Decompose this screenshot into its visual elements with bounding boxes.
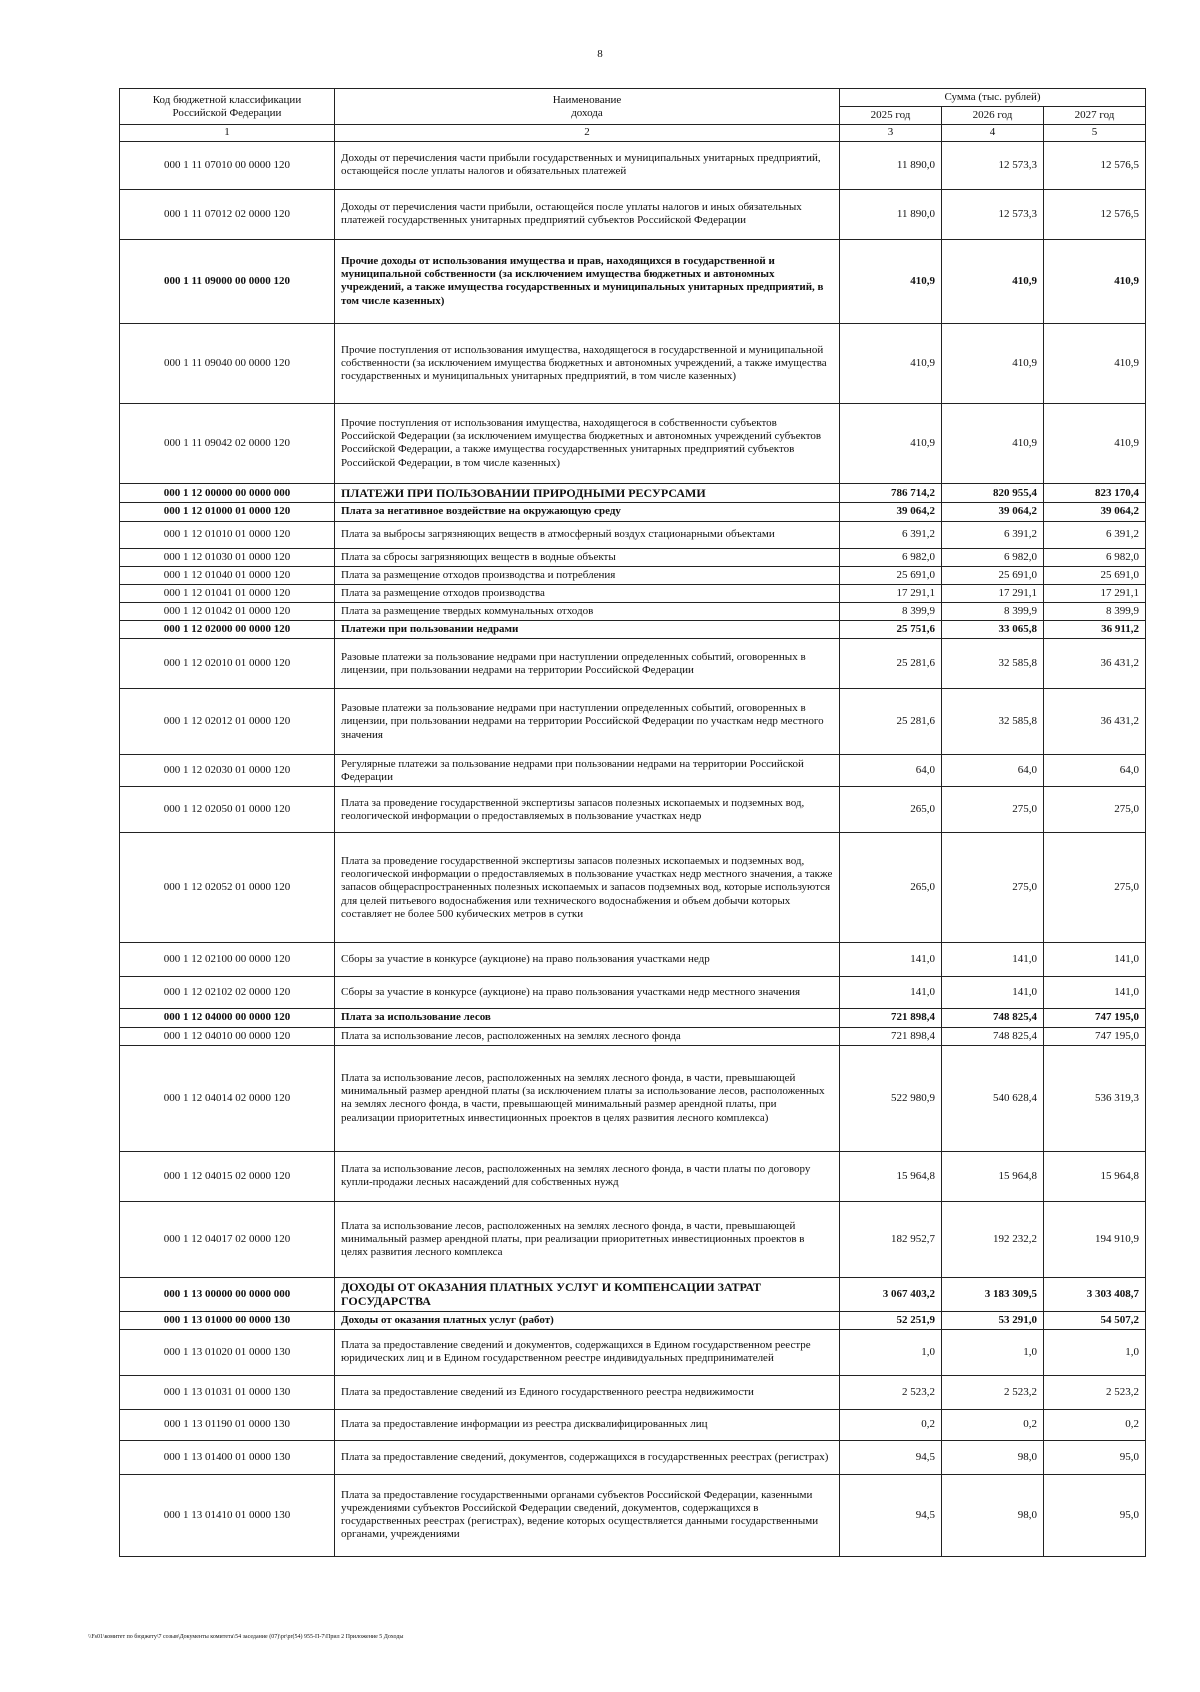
row-value-2026: 2 523,2 — [942, 1375, 1044, 1409]
row-value-2025: 410,9 — [840, 239, 942, 323]
row-value-2026: 1,0 — [942, 1329, 1044, 1375]
row-value-2025: 94,5 — [840, 1440, 942, 1474]
row-value-2025: 8 399,9 — [840, 603, 942, 621]
row-value-2027: 536 319,3 — [1044, 1045, 1146, 1151]
table-row — [120, 1201, 1146, 1277]
row-value-2026: 410,9 — [942, 239, 1044, 323]
row-value-2025: 141,0 — [840, 977, 942, 1009]
row-name: Плата за предоставление сведений из Единого государственного реестра недвижимости — [335, 1375, 840, 1409]
row-value-2025: 0,2 — [840, 1409, 942, 1440]
row-value-2027: 410,9 — [1044, 403, 1146, 483]
table-row — [120, 977, 1146, 1009]
table-row — [120, 566, 1146, 584]
row-value-2025: 265,0 — [840, 833, 942, 943]
row-value-2027: 410,9 — [1044, 239, 1146, 323]
row-name: Плата за предоставление сведений и документов, содержащихся в Едином государственном реестре юридических лиц и в Едином государственном реестре индивидуальных предпринимателей — [335, 1329, 840, 1375]
row-value-2025: 1,0 — [840, 1329, 942, 1375]
row-value-2026: 410,9 — [942, 323, 1044, 403]
row-value-2026: 410,9 — [942, 403, 1044, 483]
row-name: Плата за использование лесов, расположенных на землях лесного фонда — [335, 1027, 840, 1045]
row-name: Плата за использование лесов — [335, 1009, 840, 1027]
row-value-2027: 36 911,2 — [1044, 621, 1146, 639]
column-index-5: 5 — [1044, 125, 1146, 142]
table-row — [120, 1409, 1146, 1440]
table-row — [120, 1277, 1146, 1311]
row-value-2025: 3 067 403,2 — [840, 1277, 942, 1311]
row-code: 000 1 13 01400 01 0000 130 — [120, 1440, 335, 1474]
row-name: Плата за негативное воздействие на окружающую среду — [335, 503, 840, 521]
table-row — [120, 1009, 1146, 1027]
row-value-2026: 33 065,8 — [942, 621, 1044, 639]
row-name: Плата за выбросы загрязняющих веществ в атмосферный воздух стационарными объектами — [335, 521, 840, 548]
row-value-2027: 194 910,9 — [1044, 1201, 1146, 1277]
row-value-2026: 0,2 — [942, 1409, 1044, 1440]
row-code: 000 1 12 02052 01 0000 120 — [120, 833, 335, 943]
row-name: Прочие доходы от использования имущества и прав, находящихся в государственной и муниципальной собственности (за исключением имущества бюджетных и автономных учреждений, а также имущества государственных и муниципальных унитарных предприятий, в том числе казенных) — [335, 239, 840, 323]
row-value-2027: 747 195,0 — [1044, 1027, 1146, 1045]
table-row — [120, 1375, 1146, 1409]
row-code: 000 1 12 04010 00 0000 120 — [120, 1027, 335, 1045]
header-code-column: Код бюджетной классификации Российской Федерации — [120, 89, 335, 125]
header-name-column — [335, 89, 840, 125]
header-year-2026: 2026 год — [942, 107, 1044, 125]
row-value-2027: 95,0 — [1044, 1440, 1146, 1474]
row-value-2026: 6 982,0 — [942, 548, 1044, 566]
table-row — [120, 787, 1146, 833]
table-row — [120, 1027, 1146, 1045]
row-value-2027: 0,2 — [1044, 1409, 1146, 1440]
row-code: 000 1 13 01000 00 0000 130 — [120, 1311, 335, 1329]
row-value-2027: 141,0 — [1044, 943, 1146, 977]
table-row — [120, 1329, 1146, 1375]
row-name: ПЛАТЕЖИ ПРИ ПОЛЬЗОВАНИИ ПРИРОДНЫМИ РЕСУРСАМИ — [335, 483, 840, 502]
row-value-2026: 275,0 — [942, 787, 1044, 833]
table-row — [120, 521, 1146, 548]
row-code: 000 1 12 04015 02 0000 120 — [120, 1151, 335, 1201]
row-value-2025: 265,0 — [840, 787, 942, 833]
row-code: 000 1 12 02010 01 0000 120 — [120, 639, 335, 689]
table-row — [120, 189, 1146, 239]
row-value-2026: 540 628,4 — [942, 1045, 1044, 1151]
row-value-2026: 98,0 — [942, 1474, 1044, 1556]
table-row — [120, 239, 1146, 323]
row-name: Сборы за участие в конкурсе (аукционе) на право пользования участками недр местного значения — [335, 977, 840, 1009]
row-value-2027: 54 507,2 — [1044, 1311, 1146, 1329]
row-value-2026: 820 955,4 — [942, 483, 1044, 502]
row-value-2027: 25 691,0 — [1044, 566, 1146, 584]
header-name-line2: дохода — [571, 106, 603, 119]
row-value-2027: 36 431,2 — [1044, 639, 1146, 689]
row-value-2025: 6 391,2 — [840, 521, 942, 548]
table-body — [120, 141, 1146, 1556]
row-value-2026: 12 573,3 — [942, 189, 1044, 239]
row-name: Плата за предоставление сведений, документов, содержащихся в государственных реестрах (регистрах) — [335, 1440, 840, 1474]
row-name: Плата за предоставление государственными органами субъектов Российской Федерации, казенными учреждениями субъектов Российской Федерации сведений, документов, содержащихся в государственных реестрах (регистрах), ведение которых осуществляется данными государственными органами, учреждениями — [335, 1474, 840, 1556]
row-value-2025: 25 751,6 — [840, 621, 942, 639]
row-value-2026: 64,0 — [942, 755, 1044, 787]
row-name: Доходы от перечисления части прибыли государственных и муниципальных унитарных предприятий, остающейся после уплаты налогов и обязательных платежей — [335, 141, 840, 189]
row-code: 000 1 12 00000 00 0000 000 — [120, 483, 335, 502]
row-value-2026: 6 391,2 — [942, 521, 1044, 548]
row-value-2027: 823 170,4 — [1044, 483, 1146, 502]
row-value-2027: 12 576,5 — [1044, 141, 1146, 189]
row-code: 000 1 11 09042 02 0000 120 — [120, 403, 335, 483]
row-value-2026: 3 183 309,5 — [942, 1277, 1044, 1311]
row-value-2026: 748 825,4 — [942, 1009, 1044, 1027]
table-row — [120, 603, 1146, 621]
row-code: 000 1 12 02102 02 0000 120 — [120, 977, 335, 1009]
row-value-2026: 32 585,8 — [942, 639, 1044, 689]
row-code: 000 1 11 09040 00 0000 120 — [120, 323, 335, 403]
row-value-2027: 275,0 — [1044, 833, 1146, 943]
row-value-2025: 64,0 — [840, 755, 942, 787]
row-value-2027: 1,0 — [1044, 1329, 1146, 1375]
row-value-2025: 6 982,0 — [840, 548, 942, 566]
row-value-2026: 192 232,2 — [942, 1201, 1044, 1277]
row-value-2027: 275,0 — [1044, 787, 1146, 833]
row-value-2026: 98,0 — [942, 1440, 1044, 1474]
row-value-2026: 32 585,8 — [942, 689, 1044, 755]
row-code: 000 1 13 01190 01 0000 130 — [120, 1409, 335, 1440]
row-value-2025: 11 890,0 — [840, 141, 942, 189]
row-value-2025: 2 523,2 — [840, 1375, 942, 1409]
row-value-2027: 15 964,8 — [1044, 1151, 1146, 1201]
row-value-2025: 410,9 — [840, 403, 942, 483]
row-value-2025: 25 691,0 — [840, 566, 942, 584]
header-name-line1: Наименование — [552, 93, 622, 106]
table-row — [120, 755, 1146, 787]
column-index-2: 2 — [335, 125, 840, 142]
row-code: 000 1 12 04017 02 0000 120 — [120, 1201, 335, 1277]
row-value-2027: 141,0 — [1044, 977, 1146, 1009]
table-row — [120, 1311, 1146, 1329]
table-row — [120, 483, 1146, 502]
table-row — [120, 141, 1146, 189]
row-value-2027: 8 399,9 — [1044, 603, 1146, 621]
row-code: 000 1 12 01042 01 0000 120 — [120, 603, 335, 621]
row-value-2025: 786 714,2 — [840, 483, 942, 502]
row-value-2026: 17 291,1 — [942, 584, 1044, 602]
row-value-2026: 275,0 — [942, 833, 1044, 943]
row-code: 000 1 12 01000 01 0000 120 — [120, 503, 335, 521]
row-name: Плата за предоставление информации из реестра дисквалифицированных лиц — [335, 1409, 840, 1440]
table-row — [120, 943, 1146, 977]
row-name: ДОХОДЫ ОТ ОКАЗАНИЯ ПЛАТНЫХ УСЛУГ И КОМПЕНСАЦИИ ЗАТРАТ ГОСУДАРСТВА — [335, 1277, 840, 1311]
row-value-2026: 15 964,8 — [942, 1151, 1044, 1201]
row-name: Разовые платежи за пользование недрами при наступлении определенных событий, оговоренных в лицензии, при пользовании недрами на территории Российской Федерации по участкам недр местного значения — [335, 689, 840, 755]
row-name: Прочие поступления от использования имущества, находящегося в государственной и муниципальной собственности (за исключением имущества бюджетных и автономных учреждений, а также имущества государственных и муниципальных унитарных предприятий, в том числе казенных) — [335, 323, 840, 403]
row-value-2025: 721 898,4 — [840, 1027, 942, 1045]
row-name: Плата за размещение твердых коммунальных отходов — [335, 603, 840, 621]
row-value-2025: 15 964,8 — [840, 1151, 942, 1201]
column-index-row — [120, 125, 1146, 142]
column-index-4: 4 — [942, 125, 1044, 142]
table-row — [120, 639, 1146, 689]
row-value-2026: 141,0 — [942, 943, 1044, 977]
header-year-2025: 2025 год — [840, 107, 942, 125]
row-name: Плата за проведение государственной экспертизы запасов полезных ископаемых и подземных вод, геологической информации о предоставляемых в пользование участках недр — [335, 787, 840, 833]
table-row — [120, 548, 1146, 566]
table-row — [120, 689, 1146, 755]
row-value-2027: 17 291,1 — [1044, 584, 1146, 602]
row-value-2025: 410,9 — [840, 323, 942, 403]
row-value-2025: 182 952,7 — [840, 1201, 942, 1277]
row-value-2025: 25 281,6 — [840, 689, 942, 755]
row-value-2025: 721 898,4 — [840, 1009, 942, 1027]
row-value-2026: 53 291,0 — [942, 1311, 1044, 1329]
row-value-2027: 36 431,2 — [1044, 689, 1146, 755]
row-value-2027: 6 391,2 — [1044, 521, 1146, 548]
row-value-2027: 12 576,5 — [1044, 189, 1146, 239]
row-code: 000 1 12 01030 01 0000 120 — [120, 548, 335, 566]
row-value-2027: 410,9 — [1044, 323, 1146, 403]
row-name: Прочие поступления от использования имущества, находящегося в собственности субъектов Российской Федерации (за исключением имущества бюджетных и автономных учреждений субъектов Российской Федерации, а также имущества государственных унитарных предприятий субъектов Российской Федерации, в том числе казенных) — [335, 403, 840, 483]
row-name: Регулярные платежи за пользование недрами при пользовании недрами на территории Российской Федерации — [335, 755, 840, 787]
row-code: 000 1 12 01010 01 0000 120 — [120, 521, 335, 548]
row-value-2025: 141,0 — [840, 943, 942, 977]
row-value-2026: 8 399,9 — [942, 603, 1044, 621]
row-code: 000 1 12 04014 02 0000 120 — [120, 1045, 335, 1151]
table-row — [120, 503, 1146, 521]
row-value-2025: 522 980,9 — [840, 1045, 942, 1151]
row-code: 000 1 13 01410 01 0000 130 — [120, 1474, 335, 1556]
table-row — [120, 403, 1146, 483]
column-index-3: 3 — [840, 125, 942, 142]
row-name: Доходы от оказания платных услуг (работ) — [335, 1311, 840, 1329]
footer-file-path: \\Fs01\комитет по бюджету\7 созыв\Документы комитета\54 заседание (07)\pr\pr(54) 955-П-7\Прил 2 Приложение 5 Доходы — [88, 1634, 404, 1640]
row-code: 000 1 12 02000 00 0000 120 — [120, 621, 335, 639]
row-value-2027: 3 303 408,7 — [1044, 1277, 1146, 1311]
table-row — [120, 323, 1146, 403]
table-row — [120, 1151, 1146, 1201]
row-code: 000 1 12 02012 01 0000 120 — [120, 689, 335, 755]
row-name: Сборы за участие в конкурсе (аукционе) на право пользования участками недр — [335, 943, 840, 977]
row-value-2026: 25 691,0 — [942, 566, 1044, 584]
row-name: Плата за использование лесов, расположенных на землях лесного фонда, в части платы по договору купли-продажи лесных насаждений для собственных нужд — [335, 1151, 840, 1201]
row-value-2025: 94,5 — [840, 1474, 942, 1556]
row-name: Плата за использование лесов, расположенных на землях лесного фонда, в части, превышающей минимальный размер арендной платы, при реализации приоритетных инвестиционных проектов в целях развития лесного комплекса — [335, 1201, 840, 1277]
table-row — [120, 1440, 1146, 1474]
row-code: 000 1 11 07010 00 0000 120 — [120, 141, 335, 189]
row-code: 000 1 12 04000 00 0000 120 — [120, 1009, 335, 1027]
column-index-1: 1 — [120, 125, 335, 142]
row-value-2025: 17 291,1 — [840, 584, 942, 602]
row-value-2025: 39 064,2 — [840, 503, 942, 521]
row-value-2027: 64,0 — [1044, 755, 1146, 787]
row-name: Разовые платежи за пользование недрами при наступлении определенных событий, оговоренных в лицензии, при пользовании недрами на территории Российской Федерации — [335, 639, 840, 689]
row-value-2026: 12 573,3 — [942, 141, 1044, 189]
table-row — [120, 621, 1146, 639]
row-name: Плата за использование лесов, расположенных на землях лесного фонда, в части, превышающей минимальный размер арендной платы (за исключением платы за использование лесов, расположенных на землях лесного фонда, в части, превышающей минимальный размер арендной платы, при реализации приоритетных инвестиционных проектов в целях развития лесного комплекса) — [335, 1045, 840, 1151]
row-value-2027: 2 523,2 — [1044, 1375, 1146, 1409]
row-code: 000 1 12 02030 01 0000 120 — [120, 755, 335, 787]
table-row — [120, 1045, 1146, 1151]
budget-revenue-table — [119, 88, 1146, 1557]
row-value-2025: 11 890,0 — [840, 189, 942, 239]
row-name: Платежи при пользовании недрами — [335, 621, 840, 639]
row-value-2027: 95,0 — [1044, 1474, 1146, 1556]
row-code: 000 1 13 00000 00 0000 000 — [120, 1277, 335, 1311]
row-name: Плата за размещение отходов производства и потребления — [335, 566, 840, 584]
header-sum-column: Сумма (тыс. рублей) — [840, 89, 1146, 107]
row-name: Плата за размещение отходов производства — [335, 584, 840, 602]
row-code: 000 1 13 01031 01 0000 130 — [120, 1375, 335, 1409]
row-value-2027: 747 195,0 — [1044, 1009, 1146, 1027]
table-row — [120, 1474, 1146, 1556]
row-name: Доходы от перечисления части прибыли, остающейся после уплаты налогов и иных обязательных платежей государственных унитарных предприятий субъектов Российской Федерации — [335, 189, 840, 239]
row-name: Плата за сбросы загрязняющих веществ в водные объекты — [335, 548, 840, 566]
row-code: 000 1 12 02100 00 0000 120 — [120, 943, 335, 977]
table-row — [120, 833, 1146, 943]
row-code: 000 1 12 02050 01 0000 120 — [120, 787, 335, 833]
row-code: 000 1 11 07012 02 0000 120 — [120, 189, 335, 239]
row-value-2025: 25 281,6 — [840, 639, 942, 689]
row-value-2025: 52 251,9 — [840, 1311, 942, 1329]
row-value-2026: 39 064,2 — [942, 503, 1044, 521]
row-code: 000 1 12 01040 01 0000 120 — [120, 566, 335, 584]
table-row — [120, 584, 1146, 602]
header-year-2027: 2027 год — [1044, 107, 1146, 125]
row-value-2027: 6 982,0 — [1044, 548, 1146, 566]
row-code: 000 1 11 09000 00 0000 120 — [120, 239, 335, 323]
row-value-2026: 141,0 — [942, 977, 1044, 1009]
row-value-2026: 748 825,4 — [942, 1027, 1044, 1045]
page-number: 8 — [597, 48, 603, 60]
row-value-2027: 39 064,2 — [1044, 503, 1146, 521]
row-code: 000 1 13 01020 01 0000 130 — [120, 1329, 335, 1375]
row-name: Плата за проведение государственной экспертизы запасов полезных ископаемых и подземных вод, геологической информации о предоставляемых в пользование участках недр местного значения, а также запасов общераспространенных полезных ископаемых и запасов подземных вод, которые используются для целей питьевого водоснабжения или технического водоснабжения и объем добычи которых составляет не более 500 кубических метров в сутки — [335, 833, 840, 943]
row-code: 000 1 12 01041 01 0000 120 — [120, 584, 335, 602]
